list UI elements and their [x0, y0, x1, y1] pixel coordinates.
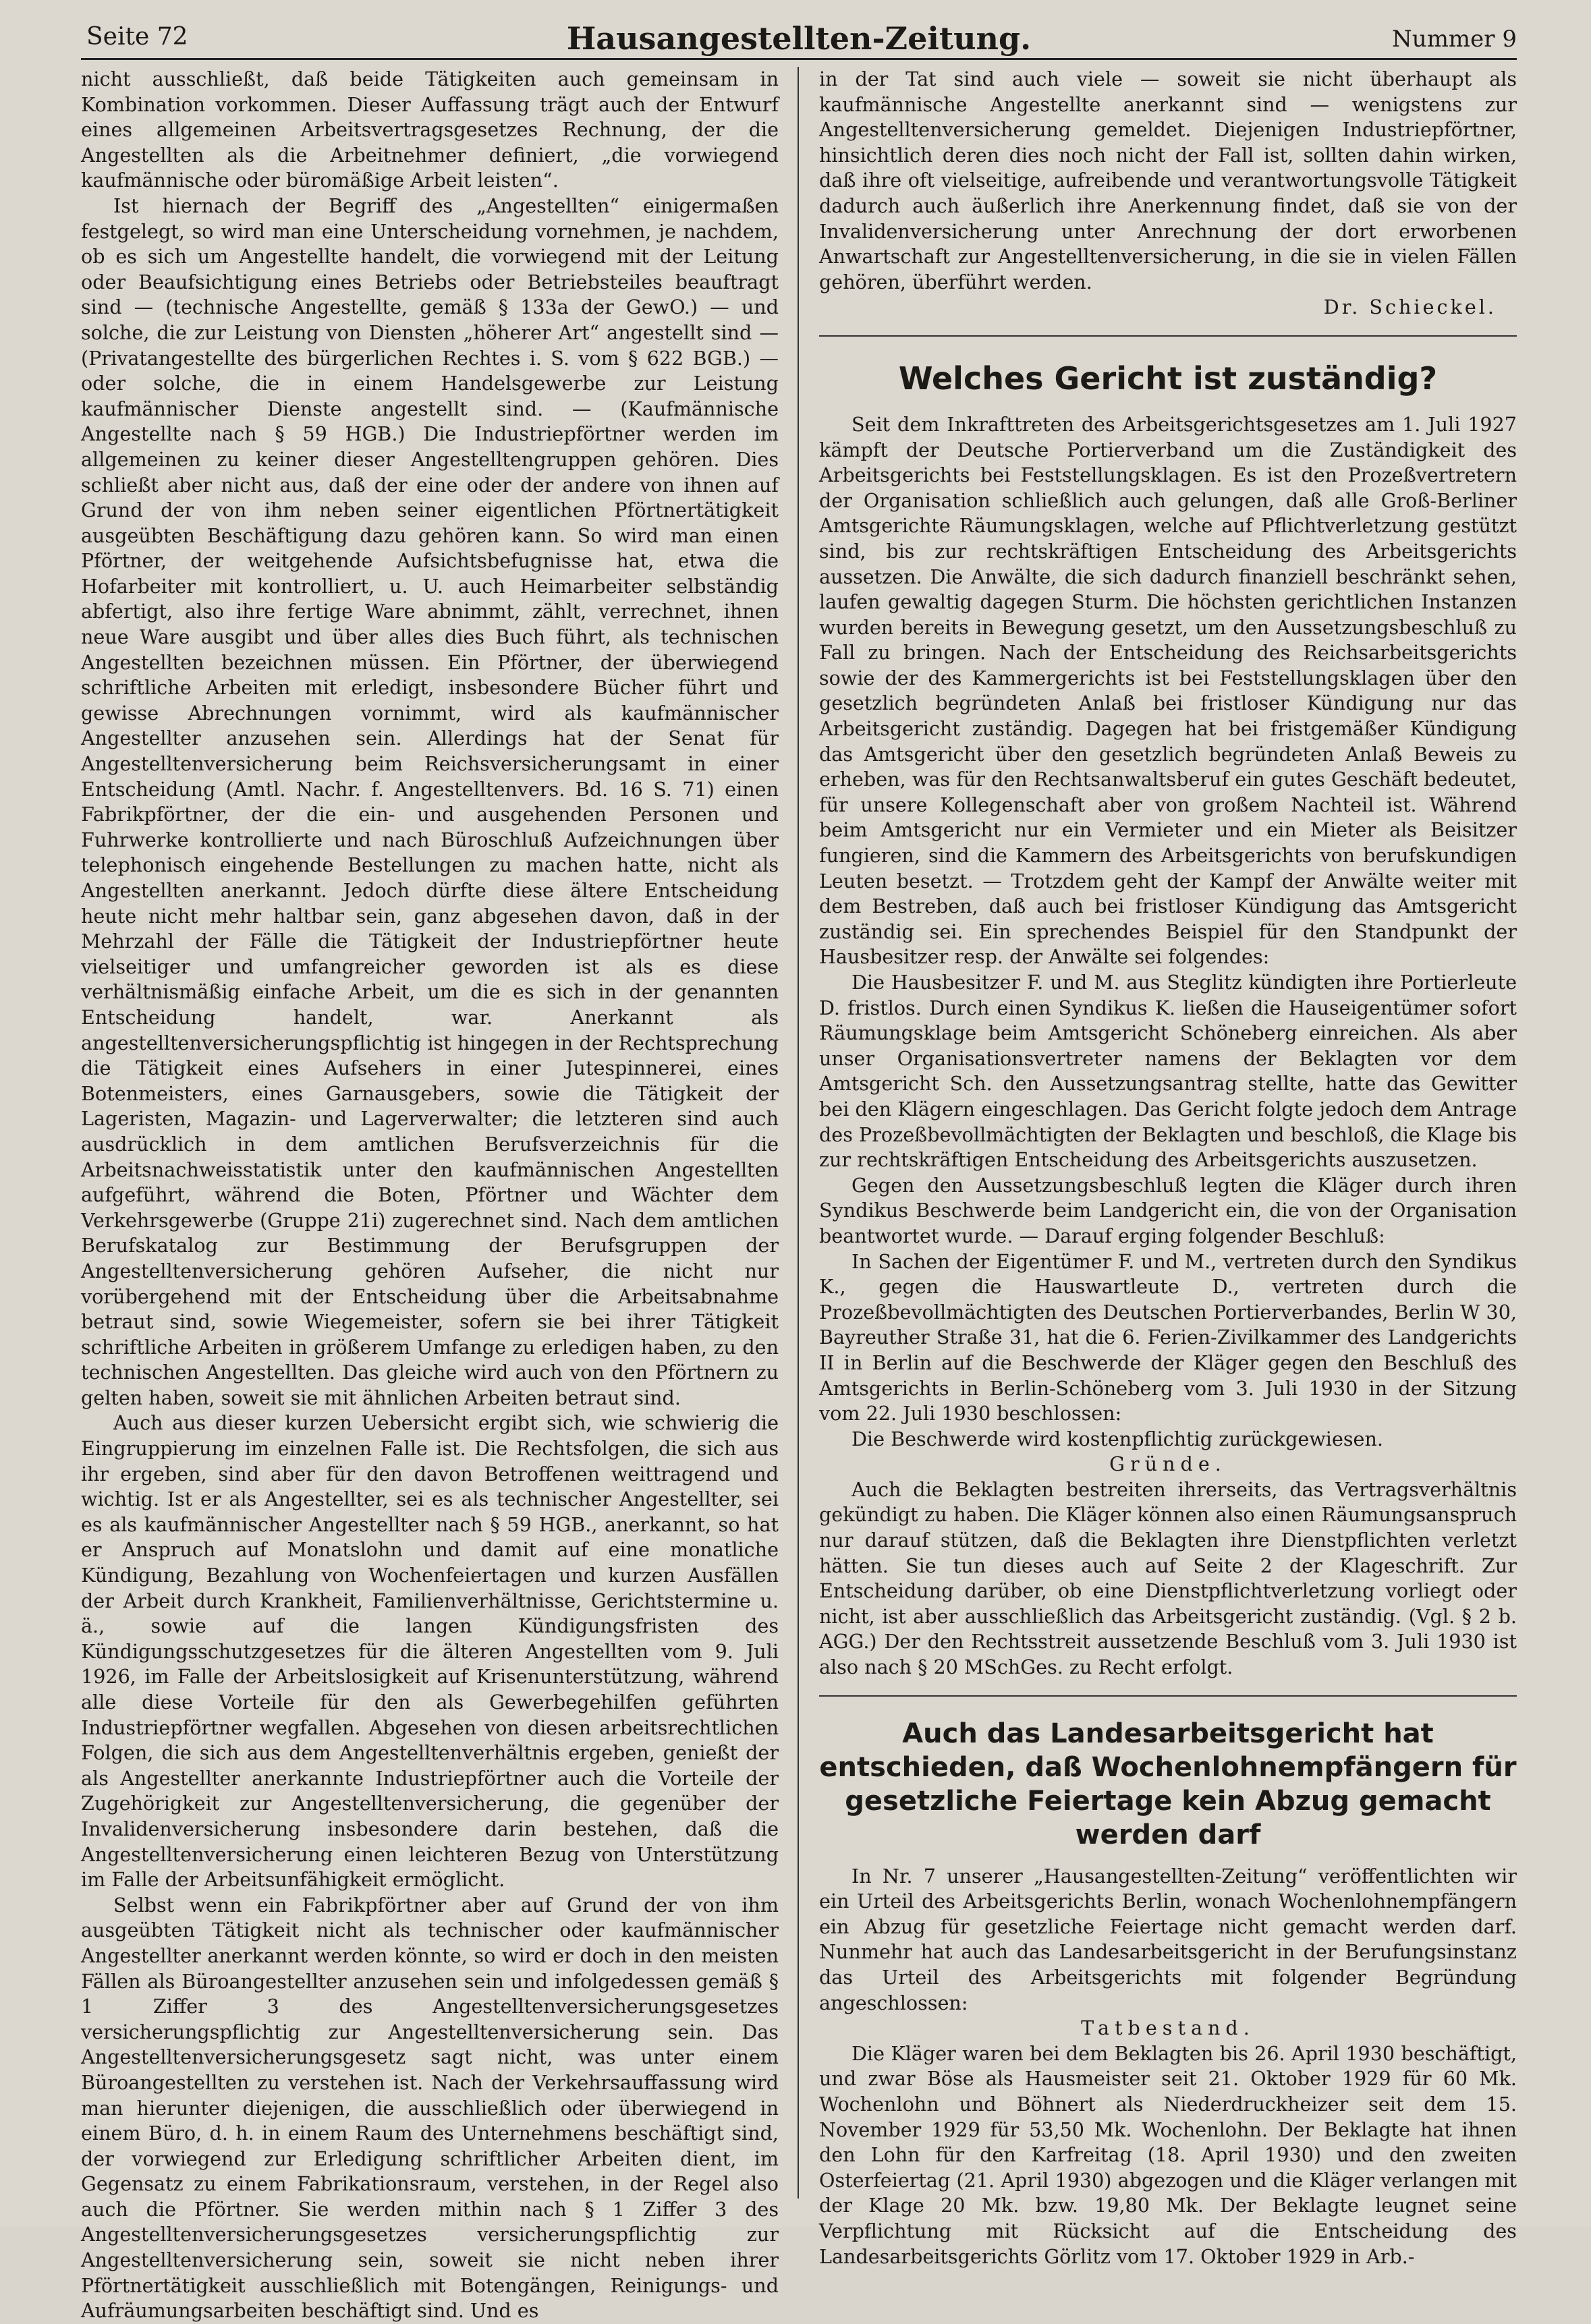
- paragraph: Die Hausbesitzer F. und M. aus Steglitz kündigten ihre Portierleute D. fristlos. Durch einen Syndikus K. ließen die Hauseigentümer sofort Räumungsklage beim Amtsgericht Schöneberg einreichen. Als aber unser Organisationsvertreter namens der Beklagten vor dem Amtsgericht Sch. den Aussetzungsantrag stellte, hatte das Gewitter bei den Klägern eingeschlagen. Das Gericht folgte jedoch dem Antrage des Prozeßbevollmächtigten der Beklagten und beschloß, die Klage bis zur rechtskräftigen Entscheidung des Arbeitsgerichts auszusetzen.: [819, 971, 1517, 1172]
- article-headline: Auch das Landesarbeitsgericht hat entschieden, daß Wochenlohnempfängern für gesetzliche Feiertage kein Abzug gemacht werden darf: [819, 1718, 1517, 1850]
- paragraph: Gegen den Aussetzungsbeschluß legten die Kläger durch ihren Syndikus Beschwerde beim Landgericht ein, die von der Organisation beantwortet wurde. — Darauf erging folgender Beschluß:: [819, 1173, 1517, 1247]
- right-column: [798, 67, 1517, 2268]
- section-label: Gründe.: [1109, 1452, 1227, 1476]
- author-signature: Dr. Schieckel.: [1323, 295, 1497, 319]
- newspaper-title: Hausangestellten-Zeitung.: [566, 20, 1032, 57]
- section-label: Tatbestand.: [1081, 2016, 1255, 2040]
- divider: [819, 335, 1517, 337]
- paragraph: nicht ausschließt, daß beide Tätigkeiten auch gemeinsam in Kombination vorkommen. Dieser Auffassung trägt auch der Entwurf eines allgemeinen Arbeitsvertragsgesetzes Rechnung, der die Angestellten als die Arbeitnehmer definiert, „die vorwiegend kaufmännische oder büromäßige Arbeit leisten“.: [81, 67, 779, 192]
- paragraph: In Nr. 7 unserer „Hausangestellten-Zeitung“ veröffentlichten wir ein Urteil des Arbeitsgerichts Berlin, wonach Wochenlohnempfängern ein Abzug für gesetzliche Feiertage nicht gemacht werden darf. Nunmehr hat auch das Landesarbeitsgericht in der Berufungsinstanz das Urteil des Arbeitsgerichts mit folgender Begründung angeschlossen:: [819, 1864, 1517, 2014]
- paragraph: Die Kläger waren bei dem Beklagten bis 26. April 1930 beschäftigt, und zwar Böse als Hausmeister seit 21. Oktober 1929 für 60 Mk. Wochenlohn und Böhnert als Niederdruckheizer seit dem 15. November 1929 für 53,50 Mk. Wochenlohn. Der Beklagte hat ihnen den Lohn für den Karfreitag (18. April 1930) und den zweiten Osterfeiertag (21. April 1930) abgezogen und die Kläger verlangen mit der Klage 20 Mk. bzw. 19,80 Mk. Der Beklagte leugnet seine Verpflichtung mit Rücksicht auf die Entscheidung des Landesarbeitsgerichts Görlitz vom 17. Oktober 1929 in Arb.-: [819, 2041, 1517, 2268]
- paragraph: In Sachen der Eigentümer F. und M., vertreten durch den Syndikus K., gegen die Hauswartleute D., vertreten durch die Prozeßbevollmächtigten des Deutschen Portierverbandes, Berlin W 30, Bayreuther Straße 31, hat die 6. Ferien-Zivilkammer des Landgerichts II in Berlin auf die Beschwerde der Kläger gegen den Beschluß des Amtsgerichts in Berlin-Schöneberg vom 3. Juli 1930 in der Sitzung vom 22. Juli 1930 beschlossen:: [819, 1249, 1517, 1425]
- article-headline: Welches Gericht ist zuständig?: [898, 360, 1438, 397]
- paragraph: Auch die Beklagten bestreiten ihrerseits, das Vertragsverhältnis gekündigt zu haben. Die Kläger können also einen Räumungsanspruch nur darauf stützen, daß die Beklagten ihre Dienstpflichten verletzt hätten. Sie tun dieses auch auf Seite 2 der Klageschrift. Zur Entscheidung darüber, ob eine Dienstpflichtverletzung vorliegt oder nicht, ist aber ausschließlich das Arbeitsgericht zuständig. (Vgl. § 2 b. AGG.) Der den Rechtsstreit aussetzende Beschluß vom 3. Juli 1930 ist also nach § 20 MSchGes. zu Recht erfolgt.: [819, 1477, 1517, 1679]
- issue-number: Nummer 9: [1392, 26, 1517, 53]
- paragraph: in der Tat sind auch viele — soweit sie nicht überhaupt als kaufmännische Angestellte anerkannt sind — wenigstens zur Angestelltenversicherung gemeldet. Diejenigen Industriepförtner, hinsichtlich deren dies noch nicht der Fall ist, sollten dahin wirken, daß ihre oft vielseitige, aufreibende und verantwortungsvolle Tätigkeit dadurch auch äußerlich ihre Anerkennung findet, daß sie von der Invalidenversicherung unter Anrechnung der dort erworbenen Anwartschaft zur Angestelltenversicherung, in die sie in vielen Fällen gehören, überführt werden.: [819, 67, 1517, 293]
- page-header: [81, 20, 1517, 60]
- page-number: Seite 72: [86, 23, 188, 51]
- paragraph: Seit dem Inkrafttreten des Arbeitsgerichtsgesetzes am 1. Juli 1927 kämpft der Deutsche Portierverband um die Zuständigkeit des Arbeitsgerichts bei Feststellungsklagen. Es ist den Prozeßvertretern der Organisation schließlich auch gelungen, daß alle Groß-Berliner Amtsgerichte Räumungsklagen, welche auf Pflichtverletzung gestützt sind, bis zur rechtskräftigen Entscheidung des Arbeitsgerichts aussetzen. Die Anwälte, die sich dadurch finanziell beschränkt sehen, laufen gewaltig dagegen Sturm. Die höchsten gerichtlichen Instanzen wurden bereits in Bewegung gesetzt, um den Aussetzungsbeschluß zu Fall zu bringen. Nach der Entscheidung des Reichsarbeitsgerichts sowie der des Kammergerichts ist bei Feststellungsklagen über den gesetzlich begründeten Anlaß bei fristloser Kündigung nur das Arbeitsgericht zuständig. Dagegen hat bei fristgemäßer Kündigung das Amtsgericht über den gesetzlich begründeten Anlaß Beweis zu erheben, was für den Rechtsanwaltsberuf ein gutes Geschäft bedeutet, für unsere Kollegenschaft aber von großem Nachteil ist. Während beim Amtsgericht nur ein Vermieter und ein Mieter als Beisitzer fungieren, sind die Kammern des Arbeitsgerichts von berufskundigen Leuten besetzt. — Trotzdem geht der Kampf der Anwälte weiter mit dem Bestreben, daß auch bei fristloser Kündigung das Amtsgericht zuständig sei. Ein sprechendes Beispiel für den Standpunkt der Hausbesitzer resp. der Anwälte sei folgendes:: [819, 412, 1517, 969]
- paragraph: Selbst wenn ein Fabrikpförtner aber auf Grund der von ihm ausgeübten Tätigkeit nicht als technischer oder kaufmännischer Angestellter anerkannt werden könnte, so wird er doch in den meisten Fällen als Büroangestellter anzusehen sein und infolgedessen gemäß § 1 Ziffer 3 des Angestelltenversicherungsgesetzes versicherungspflichtig zur Angestelltenversicherung sein. Das Angestelltenversicherungsgesetz sagt nicht, was unter einem Büroangestellten zu verstehen ist. Nach der Verkehrsauffassung wird man hierunter diejenigen, die ausschließlich oder überwiegend in einem Büro, d. h. in einem Raum des Unternehmens beschäftigt sind, der vorwiegend zur Erledigung schriftlicher Arbeiten dient, im Gegensatz zu einem Fabrikationsraum, verstehen, in der Regel also auch die Pförtner. Sie werden mithin nach § 1 Ziffer 3 des Angestelltenversicherungsgesetzes versicherungspflichtig zur Angestelltenversicherung sein, soweit sie nicht neben ihrer Pförtnertätigkeit ausschließlich mit Botengängen, Reinigungs- und Aufräumungsarbeiten beschäftigt sind. Und es: [81, 1893, 779, 2323]
- columns: [81, 67, 1517, 2323]
- paragraph: Auch aus dieser kurzen Uebersicht ergibt sich, wie schwierig die Eingruppierung im einzelnen Falle ist. Die Rechtsfolgen, die sich aus ihr ergeben, sind aber für den davon Betroffenen weittragend und wichtig. Ist er als Angestellter, sei es als technischer Angestellter, sei es als kaufmännischer Angestellter nach § 59 HGB., anerkannt, so hat er Anspruch auf Monatslohn und damit auf eine monatliche Kündigung, Bezahlung von Wochenfeiertagen und kurzen Ausfällen der Arbeit durch Krankheit, Familienverhältnisse, Gerichtstermine u. ä., sowie auf die langen Kündigungsfristen des Kündigungsschutzgesetzes für die älteren Angestellten vom 9. Juli 1926, im Falle der Arbeitslosigkeit auf Krisenunterstützung, während alle diese Vorteile für den als Gewerbegehilfen geführten Industriepförtner wegfallen. Abgesehen von diesen arbeitsrechtlichen Folgen, die sich aus dem Angestelltenverhältnis ergeben, genießt der als Angestellter anerkannte Industriepförtner auch die Vorteile der Zugehörigkeit zur Angestelltenversicherung, die gegenüber der Invalidenversicherung insbesondere darin bestehen, daß die Angestelltenversicherung einen leichteren Bezug von Unterstützung im Falle der Arbeitsunfähigkeit ermöglicht.: [81, 1411, 779, 1892]
- left-column: [81, 67, 798, 2323]
- divider: [819, 1695, 1517, 1697]
- paragraph: Die Beschwerde wird kostenpflichtig zurückgewiesen.: [852, 1427, 1383, 1450]
- paragraph: Ist hiernach der Begriff des „Angestellten“ einigermaßen festgelegt, so wird man eine Unterscheidung vornehmen, je nachdem, ob es sich um Angestellte handelt, die vorwiegend mit der Leitung oder Beaufsichtigung eines Betriebs oder Betriebsteiles beauftragt sind — (technische Angestellte, gemäß § 133a der GewO.) — und solche, die zur Leistung von Diensten „höherer Art“ angestellt sind — (Privatangestellte des bürgerlichen Rechtes i. S. vom § 622 BGB.) — oder solche, die in einem Handelsgewerbe zur Leistung kaufmännischer Dienste angestellt sind. — (Kaufmännische Angestellte nach § 59 HGB.) Die Industriepförtner werden im allgemeinen zu keiner dieser Angestelltengruppen gehören. Dies schließt aber nicht aus, daß der eine oder der andere von ihnen auf Grund der von ihm neben seiner eigentlichen Pförtnertätigkeit ausgeübten Beschäftigung dazu gehören kann. So wird man einen Pförtner, der weitgehende Aufsichtsbefugnisse hat, etwa die Hofarbeiter mit kontrolliert, u. U. auch Heimarbeiter selbständig abfertigt, also ihre fertige Ware abnimmt, zählt, verrechnet, ihnen neue Ware ausgibt und über alles dies Buch führt, als technischen Angestellten bezeichnen müssen. Ein Pförtner, der überwiegend schriftliche Arbeiten mit erledigt, insbesondere Bücher führt und gewisse Abrechnungen vornimmt, wird als kaufmännischer Angestellter anzusehen sein. Allerdings hat der Senat für Angestelltenversicherung beim Reichsversicherungsamt in einer Entscheidung (Amtl. Nachr. f. Angestelltenvers. Bd. 16 S. 71) einen Fabrikpförtner, der die ein- und ausgehenden Personen und Fuhrwerke kontrollierte und nach Büroschluß Aufzeichnungen über telephonisch eingehende Bestellungen zu machen hatte, nicht als Angestellten anerkannt. Jedoch dürfte diese ältere Entscheidung heute nicht mehr haltbar sein, ganz abgesehen davon, daß in der Mehrzahl der Fälle die Tätigkeit der Industriepförtner heute vielseitiger und umfangreicher geworden ist als es diese verhältnismäßig einfache Arbeit, um die es sich in der genannten Entscheidung handelt, war. Anerkannt als angestelltenversicherungspflichtig ist hingegen in der Rechtsprechung die Tätigkeit eines Aufsehers in einer Jutespinnerei, eines Botenmeisters, eines Garnausgebers, sowie die Tätigkeit der Lageristen, Magazin- und Lagerverwalter; die letzteren sind auch ausdrücklich in dem amtlichen Berufsverzeichnis für die Arbeitsnachweisstatistik unter den kaufmännischen Angestellten aufgeführt, während die Boten, Pförtner und Wächter dem Verkehrsgewerbe (Gruppe 21i) zugerechnet sind. Nach dem amtlichen Berufskatalog zur Bestimmung der Berufsgruppen der Angestelltenversicherung gehören Aufseher, die nicht nur vorübergehend mit der Entscheidung über die Arbeitsabnahme betraut sind, sowie Wiegemeister, sofern sie bei ihrer Tätigkeit schriftliche Arbeiten in größerem Umfange zu erledigen haben, zu den technischen Angestellten. Das gleiche wird auch von den Pförtnern zu gelten haben, soweit sie mit ähnlichen Arbeiten betraut sind.: [81, 194, 779, 1409]
